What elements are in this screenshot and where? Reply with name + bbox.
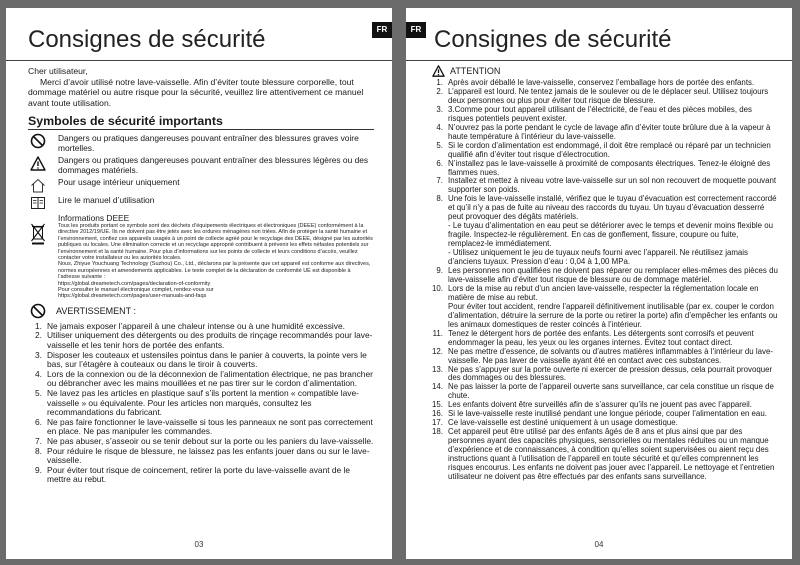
symbol-row — [28, 177, 374, 193]
list-item: 1. Ne jamais exposer l’appareil à une chaleur intense ou à une humidité excessive. — [35, 320, 345, 331]
list-item: 1. Après avoir déballé le lave-vaisselle, conservez l’emballage hors de portée des enfants. — [436, 78, 755, 87]
intro-paragraph: Merci d’avoir utilisé notre lave-vaisselle. Afin d’éviter toute blessure corporelle, tout dommage matériel ou autre risque pour la sécurité, veuillez lire attentivement ce manuel avant toute utilisation. — [28, 76, 364, 108]
symbols-heading: Symboles de sécurité importants — [28, 114, 374, 130]
page-title: Consignes de sécurité — [28, 26, 266, 53]
list-item: 5. Si le cordon d’alimentation est endommagé, il doit être remplacé ou réparé par un technicien qualifié afin d’éviter tout risque d’électrocution. — [436, 140, 771, 159]
page-header — [6, 20, 392, 61]
symbol-text: Dangers ou pratiques dangereuses pouvant entraîner des blessures graves voire mortelles. — [58, 133, 359, 153]
page-number: 03 — [194, 540, 204, 549]
list-item: 9. Les personnes non qualifiées ne doivent pas réparer ou remplacer elles-mêmes des pièces du lave-vaisselle afin d’éviter tout risque de blessure ou de dommage matériel. — [436, 266, 778, 284]
list-item: 12. Ne pas mettre d’essence, de solvants ou d’autres matières inflammables à l’intérieur du lave-vaisselle. Ne pas laver de vaisselle ayant été en contact avec ces substances. — [432, 346, 773, 365]
list-item: 7. Installez et mettez à niveau votre lave-vaisselle sur un sol non recouvert de moquette pouvant supporter son poids. — [436, 176, 777, 195]
page-title: Consignes de sécurité — [434, 26, 672, 53]
crossed-bin-icon — [28, 219, 48, 249]
symbol-text: Lire le manuel d’utilisation — [58, 195, 155, 205]
language-badge: FR — [406, 22, 426, 38]
list-item: 2. Utiliser uniquement des détergents ou des produits de rinçage recommandés pour lave-vaisselle et les tenir hors de portée des enfants. — [35, 330, 373, 351]
intro-text — [28, 66, 374, 108]
list-item: 3. Disposer les couteaux et ustensiles pointus dans le panier à couverts, la pointe vers le bas, sur l’étagère à couteaux ou dans le tiroir à couverts. — [35, 349, 367, 370]
list-item: 13. Ne pas s’appuyer sur la porte ouverte ni exercer de pression dessus, cela pourrait provoquer des dommages ou des blessures. — [432, 364, 773, 383]
warning-triangle-icon — [432, 65, 445, 77]
warning-heading-row — [28, 303, 374, 319]
manual-book-icon — [28, 195, 48, 211]
list-item: 7. Ne pas abuser, s’asseoir ou se tenir debout sur la porte ou les paniers du lave-vaisselle. — [35, 436, 374, 446]
list-item: 8. Une fois le lave-vaisselle installé, vérifiez que le tuyau d’évacuation est correctement raccordé et qu’il n’y a pas de fuite au niveau des raccords du tuyau. Un tuyau d’évacuation desserré peut provoquer des dégâts matériels. - Le tuyau d’alimentation en eau peut se détériorer avec le temps et devenir moins flexible ou fragile. Inspectez-le régulièrement. En cas de gonflement, fissure, coupure ou fuite, remplacez-le immédiatement. - Utilisez uniquement le jeu de tuyaux neufs fourni avec l’appareil. Ne réutilisez jamais d’anciens tuyaux. Pression d’eau : 0,04 à 1,00 MPa. — [436, 194, 777, 267]
warning-triangle-icon — [28, 155, 48, 171]
list-item: 16. Si le lave-vaisselle reste inutilisé pendant une longue période, couper l’alimentation en eau. — [432, 409, 767, 419]
left-page — [6, 8, 392, 559]
page-header — [406, 20, 792, 61]
attention-row — [432, 65, 778, 77]
attention-list — [428, 79, 778, 482]
declaration-link[interactable]: https://global.dreametech.com/pages/declaration-of-conformity — [58, 280, 211, 287]
attention-heading: ATTENTION — [450, 66, 501, 76]
warning-heading: AVERTISSEMENT : — [56, 305, 137, 316]
list-item: 3. 3.Comme pour tout appareil utilisant de l’électricité, de l’eau et des pièces mobiles, des risques potentiels peuvent exister. — [436, 104, 752, 123]
list-item: 5. Ne lavez pas les articles en plastique sauf s’ils portent la mention « compatible lave-vaisselle » ou équivalente. Pour les articles non marqués, consultez les recommandations du fabricant. — [35, 388, 359, 418]
list-item: 15. Les enfants doivent être surveillés afin de s’assurer qu’ils ne jouent pas avec l’appareil. — [432, 400, 752, 410]
symbol-row — [28, 155, 374, 175]
list-item: 10. Lors de la mise au rebut d’un ancien lave-vaisselle, respecter la réglementation locale en matière de mise au rebut. Pour éviter tout accident, rendre l’appareil définitivement inutilisable (par ex. couper le cordon d’alimentation, détruire la serrure de la porte ou retirer la porte) afin d’empêcher les enfants ou les animaux domestiques de rester coincés à l’intérieur. — [432, 283, 778, 329]
symbol-text: Pour usage intérieur uniquement — [58, 177, 180, 187]
list-item: 11. Tenez le détergent hors de portée des enfants. Les détergents sont corrosifs et peuvent endommager la peau, les yeux ou les organes internes. Évitez tout contact direct. — [432, 328, 754, 347]
list-item: 17. Ce lave-vaisselle est destiné uniquement à un usage domestique. — [432, 418, 678, 428]
deee-manual-text: Pour consulter le manuel électronique complet, rendez-vous sur — [58, 287, 214, 294]
list-item: 9. Pour éviter tout risque de coincement, retirer la porte du lave-vaisselle avant de le mettre au rebut. — [35, 464, 351, 485]
greeting: Cher utilisateur, — [28, 66, 88, 76]
manuals-link[interactable]: https://global.dreametech.com/pages/user-manuals-and-faqs — [58, 293, 207, 300]
deee-block — [28, 213, 374, 300]
symbol-row — [28, 195, 374, 211]
warning-list — [28, 322, 374, 485]
list-item: 6. N’installez pas le lave-vaisselle à proximité de composants électriques. Tenez-le éloigné des flammes nues. — [436, 158, 771, 177]
deee-declaration: Nous, Zhiyue Youchuang Technology (Suzhou) Co., Ltd., déclarons par la présente que cet appareil est conforme aux directives, normes européennes et amendements applicables. Le texte complet de la déclaration de conformité UE est disponible à l’adresse suivante : — [58, 261, 371, 281]
symbol-text: Dangers ou pratiques dangereuses pouvant entraîner des blessures légères ou des dommages matériels. — [58, 155, 369, 175]
list-item: 2. L’appareil est lourd. Ne tentez jamais de le soulever ou de le déplacer seul. Utilisez toujours deux personnes ou plus pour éviter tout risque de blessure. — [436, 86, 769, 105]
list-item: 4. N’ouvrez pas la porte pendant le cycle de lavage afin d’éviter toute brûlure due à la vapeur à haute température à l’intérieur du lave-vaisselle. — [436, 122, 771, 141]
prohibition-icon — [28, 133, 48, 149]
prohibition-icon — [28, 303, 48, 319]
house-icon — [28, 177, 48, 193]
list-item: 8. Pour réduire le risque de blessure, ne laissez pas les enfants jouer dans ou sur le lave-vaisselle. — [35, 445, 370, 466]
deee-title: Informations DEEE — [58, 213, 130, 223]
right-page — [406, 8, 792, 559]
symbol-row — [28, 133, 374, 153]
page-number: 04 — [594, 540, 604, 549]
deee-text: Tous les produits portant ce symbole sont des déchets d’équipements électriques et électroniques (DEEE) conformément à la directive 2012/19/UE. Ils ne doivent pas être jetés avec les ordures ménagères non triées. Afin de protéger la santé humaine et l’environnement, confiez ces appareils usagés à un point de collecte agréé pour le recyclage des DEEE, désigné par les autorités publiques ou locales. Une élimination correcte et un recyclage approprié contribuent à prévenir les effets néfastes potentiels sur l’environnement et la santé humaine. Pour plus d’informations sur les points de collecte et leurs conditions d’accès, veuillez contacter votre installateur ou les autorités locales. — [58, 223, 373, 262]
list-item: 6. Ne pas faire fonctionner le lave-vaisselle si tous les panneaux ne sont pas correctement en place. Ne pas manipuler les commandes. — [35, 416, 373, 437]
language-badge: FR — [372, 22, 392, 38]
list-item: 14. Ne pas laisser la porte de l’appareil ouverte sans surveillance, car cela constitue un risque de chute. — [432, 382, 774, 401]
list-item: 4. Lors de la connexion ou de la déconnexion de l’alimentation électrique, ne pas brancher ou débrancher avec les mains mouillées et ne pas tirer sur le cordon d’alimentation. — [35, 368, 373, 389]
list-item: 18. Cet appareil peut être utilisé par des enfants âgés de 8 ans et plus ainsi que par des personnes ayant des capacités physiques, sensorielles ou mentales réduites ou un manque d’expérience et de connaissances, à condition qu’elles soient supervisées ou aient reçu des instructions quant à l’utilisation de l’appareil en toute sécurité et qu’elles comprennent les risques encourus. Les enfants ne doivent pas jouer avec l’appareil. Le nettoyage et l’entretien utilisateur ne doivent pas être effectués par des enfants sans surveillance. — [432, 427, 775, 481]
